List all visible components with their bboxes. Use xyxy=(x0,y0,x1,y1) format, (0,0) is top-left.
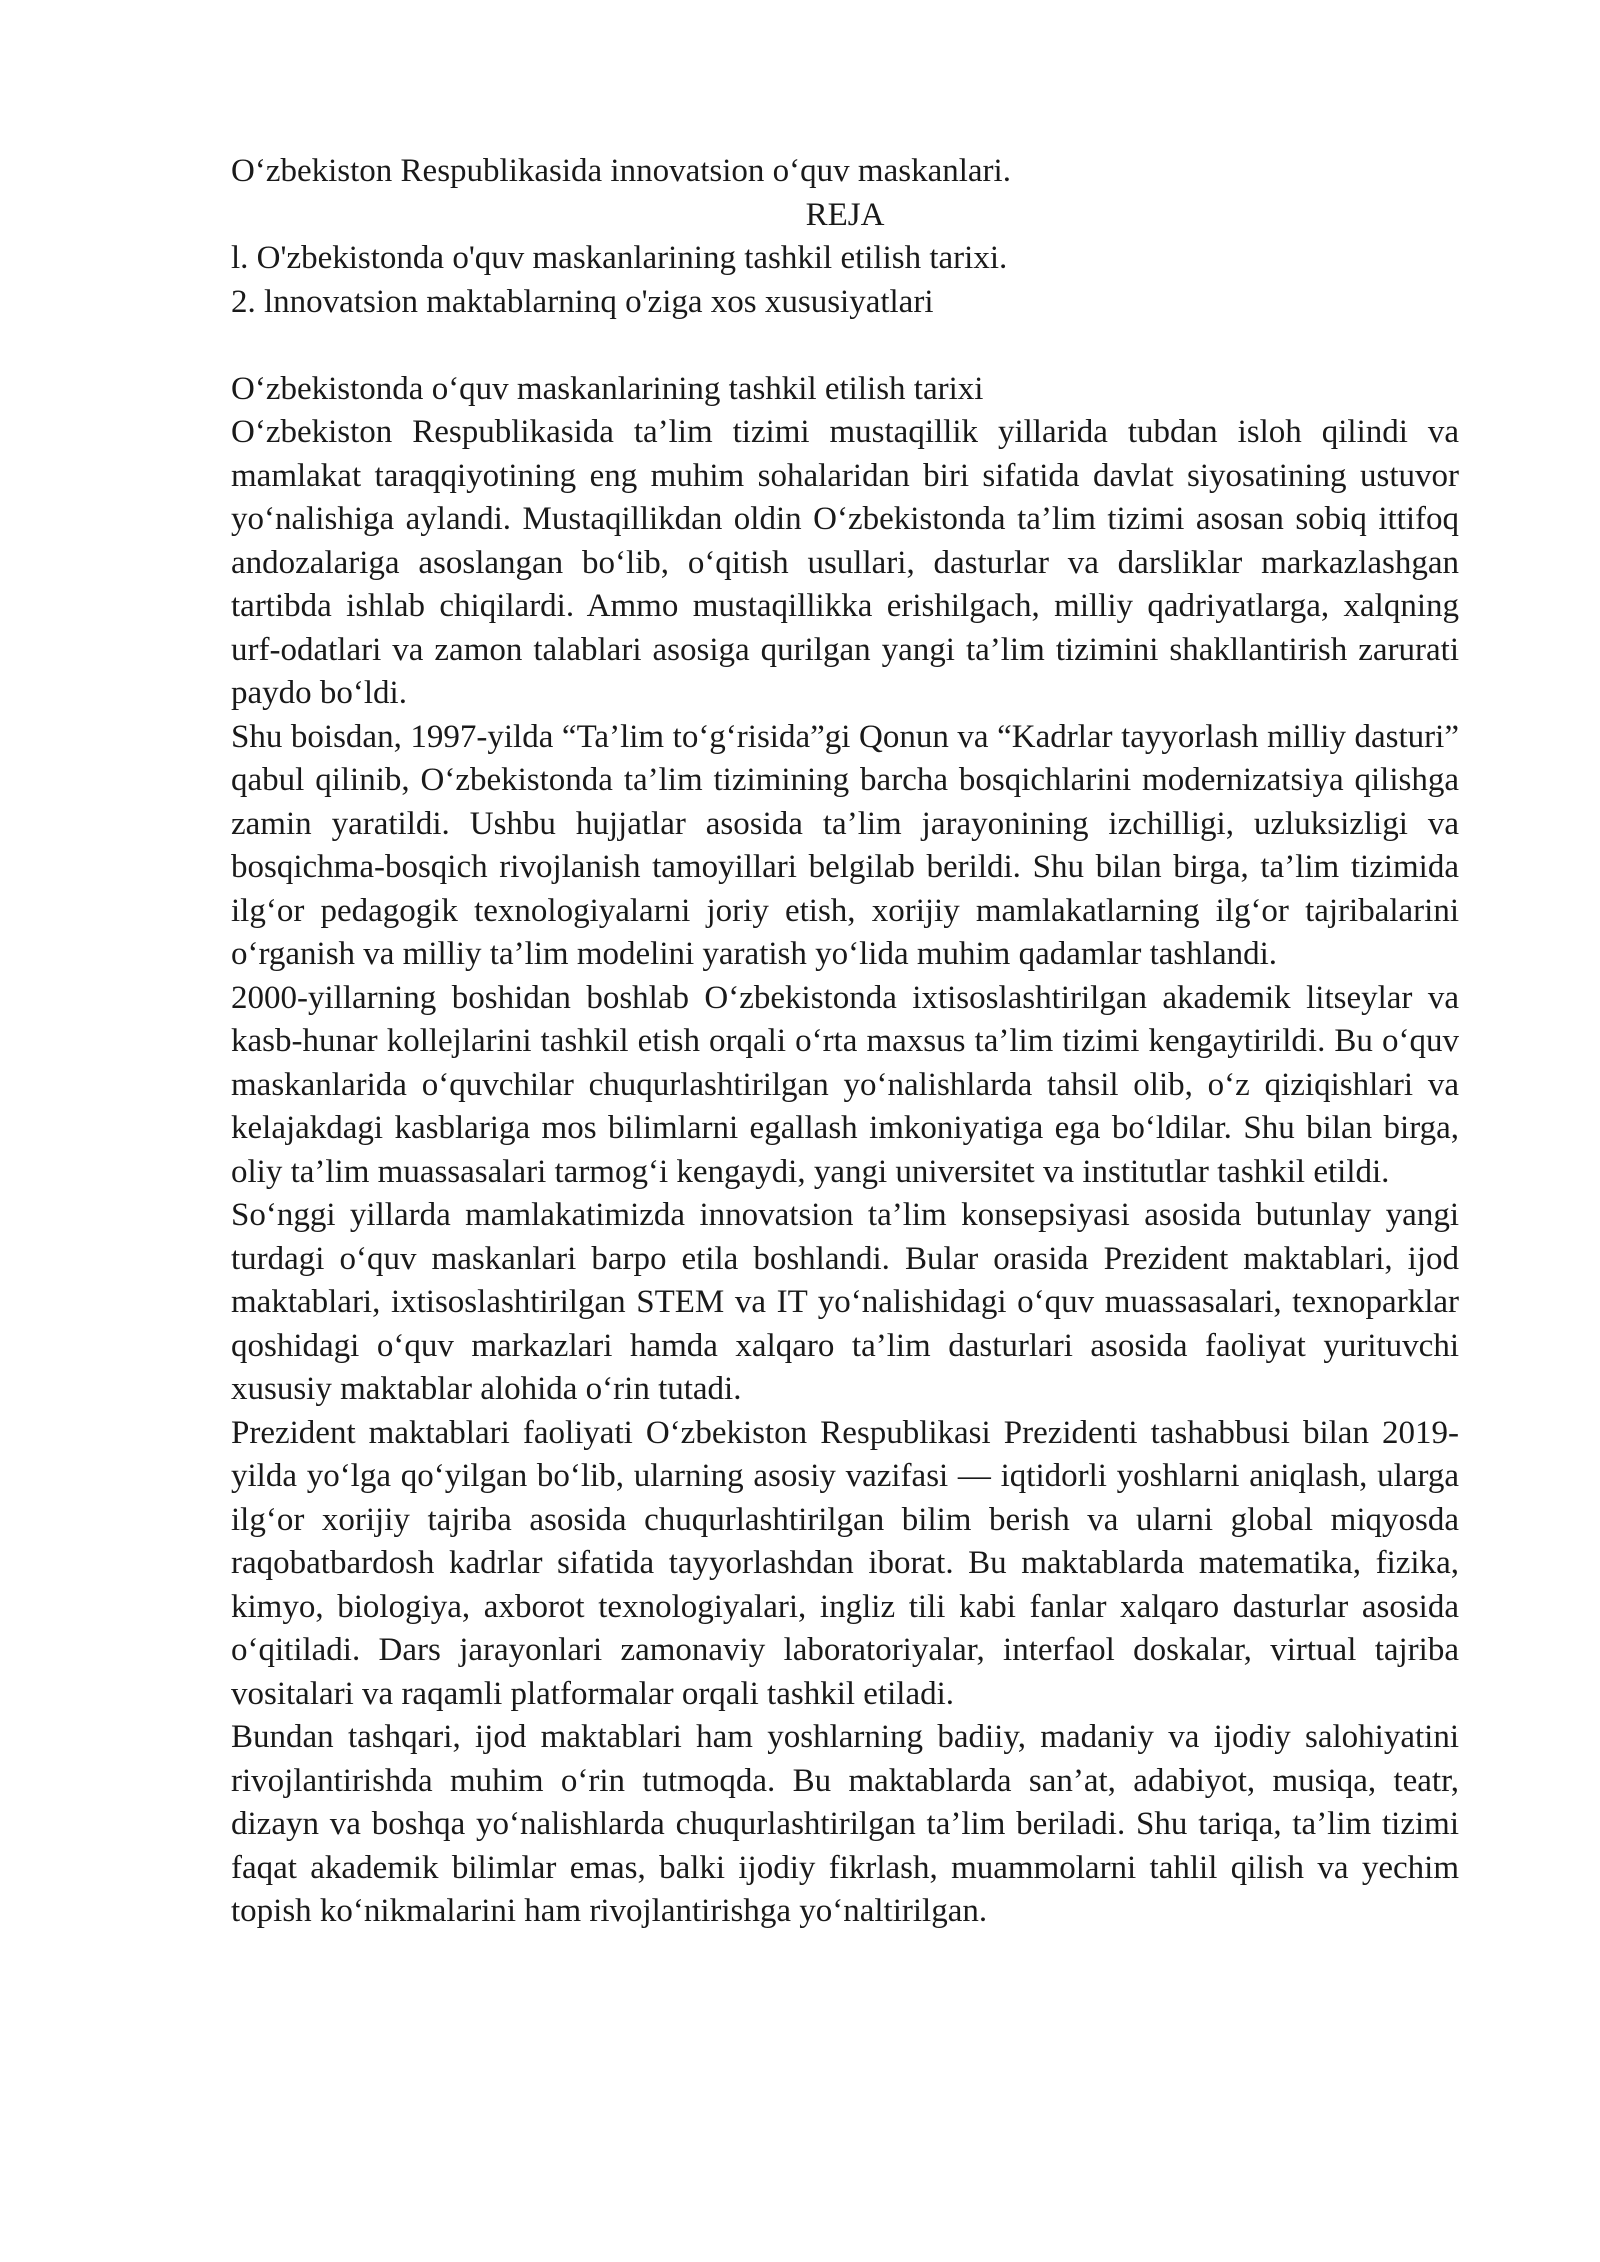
paragraph-6: Bundan tashqari, ijod maktablari ham yoshlarning badiiy, madaniy va ijodiy salohiyatini rivojlantirishda muhim o‘rin tutmoqda. Bu maktablarda san’at, adabiyot, musiqa, teatr, dizayn va boshqa yo‘nalishlarda chuqurlashtirilgan ta’lim beriladi. Shu tariqa, ta’lim tizimi faqat akademik bilimlar emas, balki ijodiy fikrlash, muammolarni tahlil qilish va yechim topish ko‘nikmalarini ham rivojlantirishga yo‘naltirilgan. xyxy=(231,1719,1459,1929)
document-title: O‘zbekiston Respublikasida innovatsion o‘quv maskanlari. xyxy=(231,153,1011,189)
section-heading: O‘zbekistonda o‘quv maskanlarining tashkil etilish tarixi xyxy=(231,370,984,407)
paragraph-1: O‘zbekiston Respublikasida ta’lim tizimi mustaqillik yillarida tubdan isloh qilindi va mamlakat taraqqiyotining eng muhim sohalaridan biri sifatida davlat siyosatining ustuvor yo‘nalishiga aylandi. Mustaqillikdan oldin O‘zbekistonda ta’lim tizimi asosan sobiq ittifoq andozalariga asoslangan bo‘lib, o‘qitish usullari, dasturlar va darsliklar markazlashgan tartibda ishlab chiqilardi. Ammo mustaqillikka erishilgach, milliy qadriyatlarga, xalqning urf-odatlari va zamon talablari asosiga qurilgan yangi ta’lim tizimini shakllantirish zarurati paydo bo‘ldi. xyxy=(231,414,1459,711)
paragraph-5: Prezident maktablari faoliyati O‘zbekiston Respublikasi Prezidenti tashabbusi bilan 2019-yilda yo‘lga qo‘yilgan bo‘lib, ularning asosiy vazifasi — iqtidorli yoshlarni aniqlash, ularga ilg‘or xorijiy tajriba asosida chuqurlashtirilgan bilim berish va ularni global miqyosda raqobatbardosh kadrlar sifatida tayyorlashdan iborat. Bu maktablarda matematika, fizika, kimyo, biologiya, axborot texnologiyalari, ingliz tili kabi fanlar xalqaro dasturlar asosida o‘qitiladi. Dars jarayonlari zamonaviy laboratoriyalar, interfaol doskalar, virtual tajriba vositalari va raqamli platformalar orqali tashkil etiladi. xyxy=(231,1414,1459,1712)
plan-item-1: l. O'zbekistonda o'quv maskanlarining tashkil etilish tarixi. xyxy=(231,240,1008,276)
paragraph-2: Shu boisdan, 1997-yilda “Ta’lim to‘g‘risida”gi Qonun va “Kadrlar tayyorlash milliy dasturi” qabul qilinib, O‘zbekistonda ta’lim tizimining barcha bosqichlarini modernizatsiya qilishga zamin yaratildi. Ushbu hujjatlar asosida ta’lim jarayonining izchilligi, uzluksizligi va bosqichma-bosqich rivojlanish tamoyillari belgilab berildi. Shu bilan birga, ta’lim tizimida ilg‘or pedagogik texnologiyalarni joriy etish, xorijiy mamlakatlarning ilg‘or tajribalarini o‘rganish va milliy ta’lim modelini yaratish yo‘lida muhim qadamlar tashlandi. xyxy=(231,718,1459,972)
blank-line xyxy=(231,324,1459,368)
plan-item-2: 2. lnnovatsion maktablarninq o'ziga xos xususiyatlari xyxy=(231,283,934,320)
plan-heading: REJA xyxy=(805,196,885,233)
paragraph-3: 2000-yillarning boshidan boshlab O‘zbekistonda ixtisoslashtirilgan akademik litseylar va kasb-hunar kollejlarini tashkil etish orqali o‘rta maxsus ta’lim tizimi kengaytirildi. Bu o‘quv maskanlarida o‘quvchilar chuqurlashtirilgan yo‘nalishlarda tahsil olib, o‘z qiziqishlari va kelajakdagi kasblariga mos bilimlarni egallash imkoniyatiga ega bo‘ldilar. Shu bilan birga, oliy ta’lim muassasalari tarmog‘i kengaydi, yangi universitet va institutlar tashkil etildi. xyxy=(231,979,1459,1190)
paragraph-4: So‘nggi yillarda mamlakatimizda innovatsion ta’lim konsepsiyasi asosida butunlay yangi turdagi o‘quv maskanlari barpo etila boshlandi. Bular orasida Prezident maktablari, ijod maktablari, ixtisoslashtirilgan STEM va IT yo‘nalishidagi o‘quv muassasalari, texnoparklar qoshidagi o‘quv markazlari hamda xalqaro ta’lim dasturlari asosida faoliyat yurituvchi xususiy maktablar alohida o‘rin tutadi. xyxy=(231,1197,1459,1407)
document-page xyxy=(231,150,1459,1934)
